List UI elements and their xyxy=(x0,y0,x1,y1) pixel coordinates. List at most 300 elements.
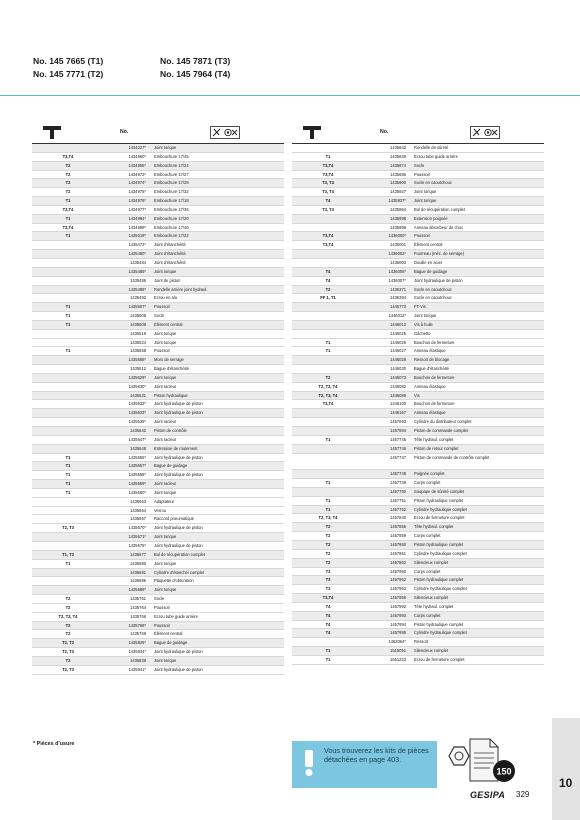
row-description: Silencieux complet xyxy=(414,559,449,565)
row-models: T3 xyxy=(325,568,331,574)
row-part-number: 1457747 xyxy=(390,454,406,460)
row-part-number: 1446167 xyxy=(390,410,406,416)
row-description: Raccord pneumatique xyxy=(154,516,195,522)
row-models: T4 xyxy=(325,630,331,636)
row-description: Joint racleur xyxy=(154,481,177,487)
row-description: Joint hydraulique de piston xyxy=(154,472,203,478)
row-description: Joint torique xyxy=(154,534,177,540)
row-description: Élément central xyxy=(154,321,183,327)
row-part-number: 1435900 xyxy=(390,180,406,186)
row-models xyxy=(32,294,104,302)
row-part-number: 1434860* xyxy=(128,153,146,159)
table-row xyxy=(32,179,284,188)
parts-table-right xyxy=(292,121,544,665)
row-description: Socle en caoutchouc xyxy=(414,295,453,301)
row-models: T2 xyxy=(65,189,71,195)
table-row xyxy=(292,197,544,206)
row-models: T4 xyxy=(325,198,331,204)
row-models: T1 xyxy=(65,215,71,221)
row-models: T3,T4 xyxy=(322,401,334,407)
row-models xyxy=(32,427,104,435)
table-row xyxy=(32,188,284,197)
row-description: Bouchon de fermeture xyxy=(414,339,455,345)
row-part-number: 1435841* xyxy=(128,666,146,672)
row-part-number: 1435524 xyxy=(130,339,146,345)
table-row xyxy=(292,286,544,295)
table-row xyxy=(32,144,284,153)
row-description: Piston hydraulique complet xyxy=(414,577,464,583)
table-row xyxy=(292,400,544,409)
row-description: Joint racleur xyxy=(154,436,177,442)
row-models: T2 xyxy=(325,541,331,547)
table-row xyxy=(292,647,544,656)
row-description: Mors de serrage xyxy=(154,357,184,363)
row-part-number: 1435998 xyxy=(390,215,406,221)
table-header xyxy=(32,121,284,144)
row-part-number: 1435686 xyxy=(130,578,146,584)
row-models: T4 xyxy=(325,268,331,274)
row-description: Poussoir xyxy=(154,622,170,628)
row-models: T3,T4 xyxy=(62,224,74,230)
table-row xyxy=(32,392,284,401)
table-row xyxy=(32,613,284,622)
row-models: T3,T4 xyxy=(322,242,334,248)
row-part-number: 1457749 xyxy=(390,480,406,486)
row-part-number: 1457859 xyxy=(390,533,406,539)
row-description: Joint torique xyxy=(414,189,437,195)
row-models: T2 xyxy=(65,180,71,186)
row-description: Socle xyxy=(154,596,165,602)
table-row xyxy=(292,277,544,286)
row-description: Vis à huile xyxy=(414,321,433,327)
row-part-number: 1435769 xyxy=(130,631,146,637)
row-part-number: 1436002* xyxy=(388,251,406,257)
row-description: Bouchon de fermeture xyxy=(414,401,455,407)
row-part-number: 1435764 xyxy=(130,604,146,610)
row-description: Ecrou tube guide arrière xyxy=(154,613,198,619)
table-row xyxy=(32,507,284,516)
row-models: T3,T4 xyxy=(322,162,334,168)
exclamation-icon xyxy=(302,749,316,777)
row-models xyxy=(32,286,104,294)
row-part-number: 1435839 xyxy=(130,657,146,663)
row-description: Joint torique xyxy=(154,657,177,663)
row-models: T1 xyxy=(325,497,331,503)
row-description: Corps complet xyxy=(414,533,441,539)
row-description: Embouchure 17/20 xyxy=(154,215,189,221)
row-part-number: 1446089 xyxy=(390,392,406,398)
row-description: Piston de commande de contrôle complet xyxy=(414,455,490,461)
row-models xyxy=(32,365,104,373)
row-description: Ecrou de fermeture complet xyxy=(414,515,465,521)
row-models: T2, T3, T4 xyxy=(58,613,78,619)
row-part-number: 1457751 xyxy=(390,497,406,503)
row-part-number: 1435018* xyxy=(128,233,146,239)
row-part-number: 1457748 xyxy=(390,471,406,477)
row-part-number: 1435472* xyxy=(128,242,146,248)
header-rule xyxy=(0,95,580,96)
row-part-number: 1435842 xyxy=(390,145,406,150)
row-description: Embouchure 17/32 xyxy=(154,189,189,195)
row-description: Corps complet xyxy=(414,568,441,574)
row-part-number: 1446012* xyxy=(388,313,406,319)
table-row xyxy=(292,392,544,401)
table-row xyxy=(32,471,284,480)
table-row xyxy=(292,603,544,612)
row-description: Socle xyxy=(154,313,165,319)
table-row xyxy=(32,312,284,321)
row-part-number: 1457750 xyxy=(390,488,406,494)
row-part-number: 1435834* xyxy=(128,649,146,655)
header-left xyxy=(33,55,103,81)
row-part-number: 1435568* xyxy=(128,357,146,363)
row-description: Bague d'étanchéité xyxy=(414,366,449,372)
row-description: Ecrou en alu xyxy=(154,295,177,301)
table-row xyxy=(292,638,544,647)
table-row xyxy=(292,206,544,215)
row-description: Vis xyxy=(414,392,420,398)
row-description: Embouchure 17/24 xyxy=(154,162,189,168)
table-row xyxy=(32,657,284,666)
table-row xyxy=(292,294,544,303)
table-row xyxy=(32,515,284,524)
table-row xyxy=(292,339,544,348)
row-models: T4 xyxy=(325,612,331,618)
row-description: Bague de guidage xyxy=(414,268,448,274)
row-description: Joint torique xyxy=(154,145,177,150)
table-body-left xyxy=(32,144,284,675)
row-models xyxy=(32,330,104,338)
row-part-number: 1457993 xyxy=(390,612,406,618)
row-models: T2 xyxy=(325,286,331,292)
table-row xyxy=(292,303,544,312)
row-part-number: 1446025 xyxy=(390,330,406,336)
row-description: Joint de piston xyxy=(154,277,181,283)
table-row xyxy=(32,409,284,418)
row-models xyxy=(292,488,364,496)
row-models xyxy=(292,445,364,453)
section-tab xyxy=(552,718,580,820)
spare-part-icon xyxy=(210,126,240,139)
row-description: Bague de guidage xyxy=(154,463,188,469)
row-part-number: 1435663 xyxy=(130,498,146,504)
row-part-number: 1435677 xyxy=(130,551,146,557)
row-models: T2, T3, T4 xyxy=(318,515,338,521)
row-models: T1 xyxy=(325,480,331,486)
row-models: T3 xyxy=(325,577,331,583)
table-row xyxy=(32,551,284,560)
row-part-number: 1434973* xyxy=(128,171,146,177)
row-models: T2 xyxy=(325,550,331,556)
row-description: Joint torique xyxy=(154,339,177,345)
row-description: Bague de guidage xyxy=(154,640,188,646)
row-models xyxy=(32,277,104,285)
column-no-label: No. xyxy=(380,129,389,135)
row-models xyxy=(32,445,104,453)
rivet-tool-icon xyxy=(42,124,62,140)
row-part-number: 1457693 xyxy=(390,419,406,425)
row-models: T2 xyxy=(65,171,71,177)
row-description: Joint torique xyxy=(154,330,177,336)
table-row xyxy=(292,418,544,427)
row-description: Socle en caoutchouc xyxy=(414,180,453,186)
table-row xyxy=(292,576,544,585)
note-box xyxy=(292,741,437,788)
row-description: Extension poignée xyxy=(414,215,448,221)
row-part-number: 1435519 xyxy=(130,330,146,336)
row-models: T2 xyxy=(65,622,71,628)
row-models xyxy=(292,250,364,258)
row-part-number: 1435766 xyxy=(130,613,146,619)
row-models: T1, T3 xyxy=(62,551,74,557)
row-part-number: 1457953 xyxy=(390,586,406,592)
table-row xyxy=(32,330,284,339)
table-row xyxy=(32,418,284,427)
table-row xyxy=(32,595,284,604)
row-models xyxy=(292,330,364,338)
row-models: T1 xyxy=(65,321,71,327)
row-description: Tête hydraul. complet xyxy=(414,603,454,609)
row-description: Joint hydraulique de piston xyxy=(154,454,203,460)
row-models xyxy=(292,312,364,320)
row-part-number: 1457952 xyxy=(390,577,406,583)
table-row xyxy=(32,489,284,498)
row-models xyxy=(32,586,104,594)
table-row xyxy=(292,171,544,180)
row-part-number: 1435671* xyxy=(128,534,146,540)
row-part-number: 1435825* xyxy=(128,640,146,646)
row-part-number: 1435508 xyxy=(130,313,146,319)
table-row xyxy=(292,179,544,188)
table-row xyxy=(32,241,284,250)
row-models: T3, T4 xyxy=(322,189,334,195)
row-description: Ecrou tube guide arrière xyxy=(414,153,458,159)
row-description: Embouchure 17/22 xyxy=(154,233,189,239)
row-description: Adaptateur xyxy=(154,498,175,504)
table-row xyxy=(292,409,544,418)
row-part-number: 1457856 xyxy=(390,524,406,530)
row-models: T1 xyxy=(65,481,71,487)
row-models: T4 xyxy=(325,621,331,627)
row-part-number: 1446028 xyxy=(390,357,406,363)
row-description: Piston hydraulique xyxy=(154,392,188,398)
table-row xyxy=(32,232,284,241)
row-description: Anneau élastique xyxy=(414,383,446,389)
table-row xyxy=(292,559,544,568)
row-part-number: 1436394 xyxy=(390,295,406,301)
row-part-number: 1457752 xyxy=(390,506,406,512)
table-row xyxy=(32,162,284,171)
row-models: T3,T4 xyxy=(322,171,334,177)
table-row xyxy=(32,321,284,330)
row-part-number: 1436006* xyxy=(388,268,406,274)
table-row xyxy=(292,188,544,197)
row-description: Douille en acier xyxy=(414,259,443,265)
row-part-number: 1435486 xyxy=(130,277,146,283)
row-part-number: 1457746 xyxy=(390,445,406,451)
table-body-right xyxy=(292,144,544,665)
row-models: T1 xyxy=(65,560,71,566)
table-row xyxy=(292,374,544,383)
table-row xyxy=(32,197,284,206)
row-description: Piston hydraulique complet xyxy=(414,621,464,627)
row-description: Joint d'étanchéité xyxy=(154,251,186,257)
row-models xyxy=(292,224,364,232)
row-models xyxy=(32,498,104,506)
row-part-number: 1435488* xyxy=(128,286,146,292)
table-row xyxy=(292,568,544,577)
row-models: T1 xyxy=(65,348,71,354)
row-part-number: 1457745 xyxy=(390,436,406,442)
row-models xyxy=(32,533,104,541)
row-models xyxy=(32,268,104,276)
row-description: Élément central xyxy=(154,631,183,637)
row-description: Piston de commande complet xyxy=(414,428,468,433)
section-number: 10 xyxy=(559,776,573,790)
table-row xyxy=(292,454,544,471)
row-description: Piston hydraulique complet xyxy=(414,541,464,547)
row-part-number: 1435484 xyxy=(130,259,146,265)
row-models: T2, T3 xyxy=(62,649,74,655)
row-models xyxy=(292,215,364,223)
table-row xyxy=(292,259,544,268)
row-part-number: 1434974* xyxy=(128,180,146,186)
table-row xyxy=(32,365,284,374)
row-part-number: 1651223 xyxy=(390,656,406,662)
row-part-number: 1457694 xyxy=(390,428,406,433)
row-models xyxy=(292,638,364,646)
column-no-label: No. xyxy=(120,129,129,135)
header-model-t3: No. 145 7871 (T3) xyxy=(160,56,231,66)
row-description: Anneau élastique xyxy=(414,410,446,416)
row-description: Rondelle de sûreté xyxy=(414,145,449,150)
row-models: T1 xyxy=(65,463,71,469)
row-description: Fourreau (méc. de serrage) xyxy=(414,251,465,257)
row-part-number: 1457950 xyxy=(390,568,406,574)
row-description: Embouchure 17/36 xyxy=(154,206,189,212)
row-part-number: 1446073 xyxy=(390,374,406,380)
row-part-number: 1434977* xyxy=(128,206,146,212)
row-description: Cylindre hydraulique complet xyxy=(414,506,467,512)
row-part-number: 1435480* xyxy=(128,251,146,257)
row-description: Socle xyxy=(414,162,425,168)
row-models: T3,T4 xyxy=(62,206,74,212)
table-row xyxy=(32,250,284,259)
row-models xyxy=(32,507,104,515)
row-part-number: 1515051 xyxy=(390,648,406,654)
row-description: Joint hydraulique de piston xyxy=(154,525,203,531)
row-part-number: 1435612 xyxy=(130,366,146,372)
table-row xyxy=(32,586,284,595)
row-part-number: 1435630* xyxy=(128,383,146,389)
row-part-number: 1435664 xyxy=(130,507,146,513)
row-description: Plaquette d'obturation xyxy=(154,578,194,584)
row-part-number: 1435629* xyxy=(128,374,146,380)
row-models xyxy=(32,400,104,408)
row-description: Bague d'étanchéité xyxy=(154,366,189,372)
table-row xyxy=(292,532,544,541)
row-models: T1 xyxy=(65,198,71,204)
row-part-number: 1457861 xyxy=(390,550,406,556)
row-models: T1 xyxy=(65,454,71,460)
row-models: T1 xyxy=(65,313,71,319)
table-row xyxy=(292,514,544,523)
row-description: Cylindre du distributeur complet xyxy=(414,419,472,425)
row-part-number: 1446100 xyxy=(390,401,406,407)
table-row xyxy=(292,656,544,665)
row-models xyxy=(32,144,104,152)
row-models xyxy=(32,569,104,577)
row-part-number: 1457956 xyxy=(390,595,406,601)
header-right xyxy=(160,55,230,81)
row-description: Cylindre hydraulique complet xyxy=(414,586,467,592)
table-row xyxy=(32,604,284,613)
table-row xyxy=(292,144,544,153)
kit-page-badge: 150 xyxy=(496,766,512,777)
row-part-number: 1457992 xyxy=(390,603,406,609)
row-description: Cylindre hydraulique complet xyxy=(414,550,467,556)
row-models: T2 xyxy=(65,604,71,610)
row-part-number: 1435768* xyxy=(128,622,146,628)
row-description: Piston hydraulique complet xyxy=(414,497,464,503)
row-description: Joint torique xyxy=(154,587,177,593)
row-part-number: 1435631 xyxy=(130,392,146,398)
row-description: Rondelle arrière joint hydraul. xyxy=(154,286,208,292)
table-row xyxy=(292,497,544,506)
row-models xyxy=(32,356,104,364)
row-models: T1 xyxy=(325,436,331,442)
row-description: Poussoir xyxy=(154,604,170,610)
row-part-number: 1457995 xyxy=(390,630,406,636)
row-part-number: 1434955* xyxy=(128,162,146,168)
row-part-number: 1435667 xyxy=(130,516,146,522)
row-description: Poignée complet xyxy=(414,471,445,477)
table-row xyxy=(292,629,544,638)
row-models: T2 xyxy=(65,657,71,663)
table-row xyxy=(32,498,284,507)
row-description: Joint torique xyxy=(414,198,437,204)
row-description: Joint hydraulique de piston xyxy=(154,410,203,416)
table-row xyxy=(32,339,284,348)
row-models: T1 xyxy=(325,648,331,654)
row-models xyxy=(292,418,364,426)
row-models: T3, T4 xyxy=(322,206,334,212)
row-models xyxy=(292,259,364,267)
table-row xyxy=(32,427,284,436)
table-row xyxy=(292,162,544,171)
row-part-number: 1435874 xyxy=(390,162,406,168)
row-models xyxy=(32,259,104,267)
brand-logo: GESIPA xyxy=(470,790,506,800)
row-models: T2, T3, T4 xyxy=(318,383,338,389)
row-models xyxy=(292,303,364,311)
row-part-number: 1446027 xyxy=(390,348,406,354)
row-part-number: 1435999 xyxy=(390,224,406,230)
table-row xyxy=(32,356,284,365)
row-description: Joint hydraulique de piston xyxy=(154,649,203,655)
row-models: T1 xyxy=(65,489,71,495)
row-description: Élément central xyxy=(414,242,443,248)
row-description: Socle en caoutchouc xyxy=(414,286,453,292)
row-description: Soupape de sûreté complet xyxy=(414,488,465,494)
row-description: Joint torique xyxy=(154,374,177,380)
row-part-number: 1435507* xyxy=(128,304,146,310)
table-row xyxy=(32,480,284,489)
row-part-number: 1434227* xyxy=(128,145,146,150)
table-row xyxy=(292,215,544,224)
row-description: Embouchure 17/29 xyxy=(154,180,189,186)
row-models xyxy=(292,321,364,329)
